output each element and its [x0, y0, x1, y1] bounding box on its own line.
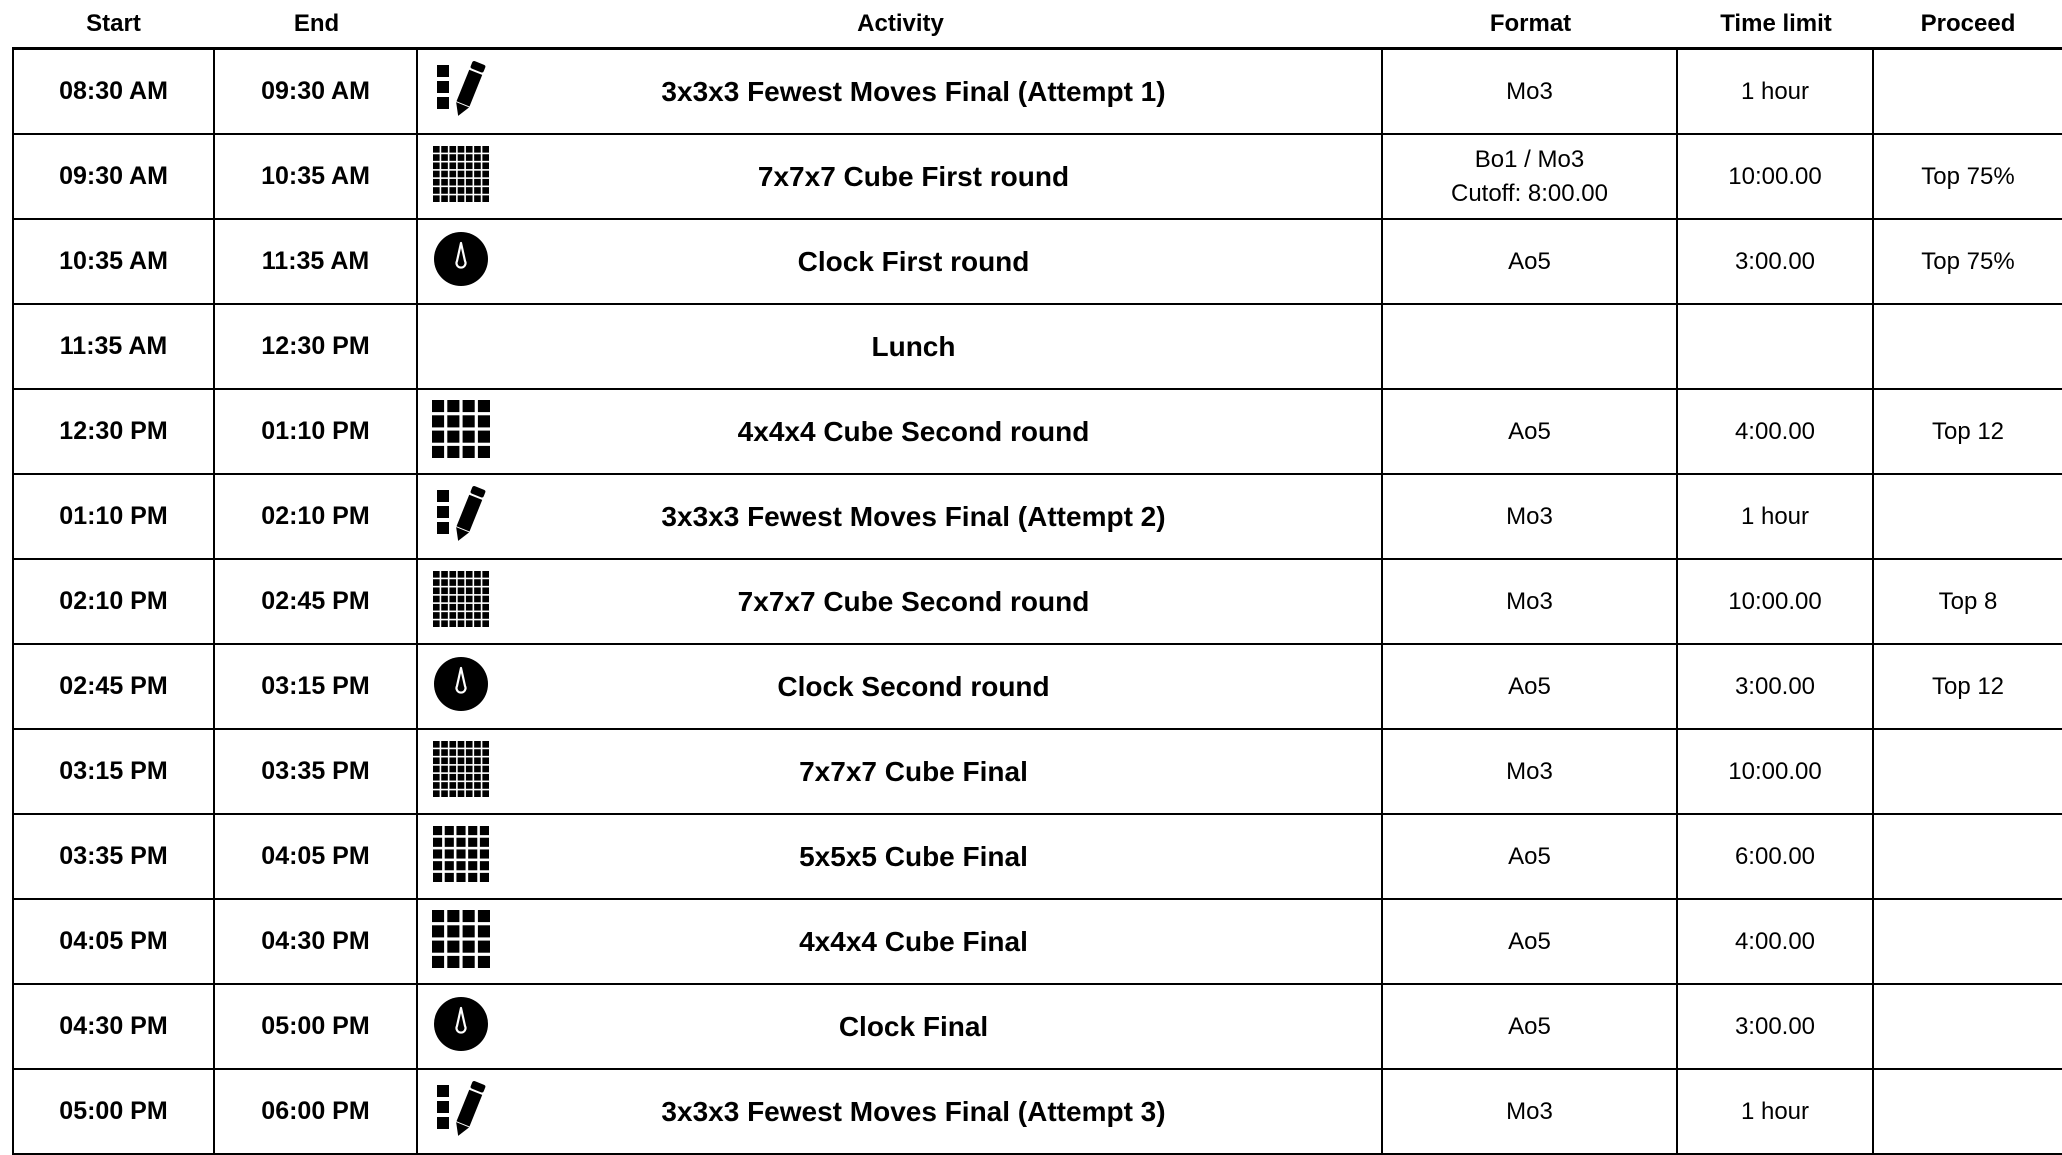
- end-time: 03:15 PM: [261, 672, 370, 700]
- start-time: 08:30 AM: [59, 77, 168, 105]
- proceed-value: Top 12: [1931, 672, 2005, 700]
- activity-cell: [418, 135, 1383, 218]
- start-cell: [14, 475, 215, 558]
- proceed-cell: [1874, 305, 2062, 388]
- proceed-cell: [1874, 815, 2062, 898]
- activity-name: 7x7x7 Cube Second round: [737, 585, 1090, 617]
- time-limit-cell: [1678, 730, 1874, 813]
- start-cell: [14, 1070, 215, 1153]
- end-cell: [215, 475, 418, 558]
- time-limit-cell: [1678, 560, 1874, 643]
- time-limit-value: 3:00.00: [1734, 1012, 1816, 1040]
- start-cell: [14, 815, 215, 898]
- table-row: [12, 220, 2062, 305]
- cube-7x7-icon: [430, 143, 492, 205]
- format-value: Mo3: [1506, 77, 1553, 105]
- format-value: Bo1 / Mo3: [1474, 145, 1585, 173]
- end-time: 02:10 PM: [261, 502, 370, 530]
- proceed-cell: [1874, 135, 2062, 218]
- end-cell: [215, 645, 418, 728]
- time-limit-value: 6:00.00: [1734, 842, 1816, 870]
- table-row: [12, 50, 2062, 135]
- end-time: 03:35 PM: [261, 757, 370, 785]
- table-row: [12, 730, 2062, 815]
- cube-4x4-icon: [430, 908, 492, 970]
- end-time: 04:05 PM: [261, 842, 370, 870]
- table-row: [12, 560, 2062, 645]
- format-value: Ao5: [1508, 417, 1551, 445]
- clock-icon: [430, 228, 492, 290]
- start-time: 01:10 PM: [59, 502, 168, 530]
- start-cell: [14, 560, 215, 643]
- time-limit-value: 3:00.00: [1734, 247, 1816, 275]
- table-header: [12, 0, 2062, 50]
- table-row: [12, 390, 2062, 475]
- cube-7x7-icon: [430, 738, 492, 800]
- activity-name: Lunch: [871, 330, 956, 362]
- start-time: 02:10 PM: [59, 587, 168, 615]
- activity-cell: [418, 985, 1383, 1068]
- proceed-value: Top 12: [1931, 417, 2005, 445]
- time-limit-cell: [1678, 305, 1874, 388]
- start-time: 09:30 AM: [59, 162, 168, 190]
- end-cell: [215, 730, 418, 813]
- table-row: [12, 475, 2062, 560]
- end-cell: [215, 135, 418, 218]
- end-time: 05:00 PM: [261, 1012, 370, 1040]
- format-cell: [1383, 730, 1678, 813]
- header-activity: Activity: [857, 9, 944, 37]
- start-cell: [14, 50, 215, 133]
- time-limit-value: 10:00.00: [1728, 162, 1822, 190]
- proceed-cell: [1874, 645, 2062, 728]
- time-limit-cell: [1678, 390, 1874, 473]
- time-limit-cell: [1678, 900, 1874, 983]
- activity-name: Clock Second round: [777, 670, 1050, 702]
- end-time: 10:35 AM: [261, 162, 370, 190]
- end-cell: [215, 900, 418, 983]
- end-time: 01:10 PM: [261, 417, 370, 445]
- activity-name: 7x7x7 Cube First round: [757, 160, 1070, 192]
- proceed-cell: [1874, 390, 2062, 473]
- end-cell: [215, 985, 418, 1068]
- clock-icon: [430, 993, 492, 1055]
- table-row: [12, 1070, 2062, 1155]
- format-cell: [1383, 50, 1678, 133]
- header-proceed: Proceed: [1920, 9, 2016, 37]
- format-value: Mo3: [1506, 502, 1553, 530]
- start-cell: [14, 730, 215, 813]
- clock-icon: [430, 653, 492, 715]
- proceed-value: Top 8: [1938, 587, 1998, 615]
- activity-cell: [418, 305, 1383, 388]
- time-limit-value: 1 hour: [1740, 77, 1810, 105]
- activity-cell: [418, 1070, 1383, 1153]
- activity-name: 4x4x4 Cube Final: [799, 925, 1028, 957]
- start-time: 10:35 AM: [59, 247, 168, 275]
- end-time: 12:30 PM: [261, 332, 370, 360]
- activity-cell: [418, 730, 1383, 813]
- start-cell: [14, 305, 215, 388]
- activity-name: 4x4x4 Cube Second round: [737, 415, 1090, 447]
- time-limit-cell: [1678, 475, 1874, 558]
- time-limit-cell: [1678, 135, 1874, 218]
- header-format: Format: [1489, 9, 1572, 37]
- start-cell: [14, 390, 215, 473]
- proceed-cell: [1874, 50, 2062, 133]
- end-time: 02:45 PM: [261, 587, 370, 615]
- activity-cell: [418, 560, 1383, 643]
- time-limit-value: 1 hour: [1740, 1097, 1810, 1125]
- activity-name: Clock Final: [838, 1010, 989, 1042]
- table-row: [12, 305, 2062, 390]
- start-cell: [14, 135, 215, 218]
- proceed-cell: [1874, 985, 2062, 1068]
- proceed-cell: [1874, 900, 2062, 983]
- end-cell: [215, 560, 418, 643]
- start-time: 04:05 PM: [59, 927, 168, 955]
- format-cell: [1383, 985, 1678, 1068]
- activity-name: 5x5x5 Cube Final: [799, 840, 1028, 872]
- header-end: End: [293, 9, 340, 37]
- header-start: Start: [86, 9, 141, 37]
- fewest-moves-icon: [430, 1078, 492, 1140]
- cube-5x5-icon: [430, 823, 492, 885]
- time-limit-value: 4:00.00: [1734, 927, 1816, 955]
- start-cell: [14, 985, 215, 1068]
- end-time: 11:35 AM: [261, 247, 370, 275]
- activity-name: Clock First round: [797, 245, 1030, 277]
- schedule-table: [12, 0, 2062, 1155]
- end-time: 09:30 AM: [261, 77, 370, 105]
- table-row: [12, 645, 2062, 730]
- cube-4x4-icon: [430, 398, 492, 460]
- format-cutoff: Cutoff: 8:00.00: [1450, 179, 1608, 207]
- time-limit-value: 10:00.00: [1728, 757, 1822, 785]
- start-cell: [14, 900, 215, 983]
- proceed-cell: [1874, 1070, 2062, 1153]
- format-value: Ao5: [1508, 247, 1551, 275]
- activity-name: 3x3x3 Fewest Moves Final (Attempt 1): [661, 75, 1166, 107]
- time-limit-cell: [1678, 985, 1874, 1068]
- header-time-limit: Time limit: [1720, 9, 1832, 37]
- activity-cell: [418, 475, 1383, 558]
- table-body: [12, 50, 2062, 1155]
- activity-cell: [418, 815, 1383, 898]
- format-value: Ao5: [1508, 672, 1551, 700]
- start-time: 03:35 PM: [59, 842, 168, 870]
- end-cell: [215, 220, 418, 303]
- proceed-value: Top 75%: [1921, 247, 2015, 275]
- start-time: 02:45 PM: [59, 672, 168, 700]
- format-cell: [1383, 645, 1678, 728]
- fewest-moves-icon: [430, 483, 492, 545]
- time-limit-value: 3:00.00: [1734, 672, 1816, 700]
- format-cell: [1383, 220, 1678, 303]
- format-value: Ao5: [1508, 927, 1551, 955]
- time-limit-cell: [1678, 50, 1874, 133]
- activity-name: 7x7x7 Cube Final: [799, 755, 1028, 787]
- time-limit-cell: [1678, 815, 1874, 898]
- activity-cell: [418, 900, 1383, 983]
- time-limit-value: 1 hour: [1740, 502, 1810, 530]
- proceed-cell: [1874, 560, 2062, 643]
- time-limit-cell: [1678, 220, 1874, 303]
- table-row: [12, 985, 2062, 1070]
- fewest-moves-icon: [430, 58, 492, 120]
- start-time: 04:30 PM: [59, 1012, 168, 1040]
- format-cell: [1383, 560, 1678, 643]
- activity-name: 3x3x3 Fewest Moves Final (Attempt 2): [661, 500, 1166, 532]
- proceed-cell: [1874, 475, 2062, 558]
- time-limit-value: 4:00.00: [1734, 417, 1816, 445]
- format-cell: [1383, 305, 1678, 388]
- format-cell: [1383, 900, 1678, 983]
- start-cell: [14, 645, 215, 728]
- activity-cell: [418, 390, 1383, 473]
- end-cell: [215, 50, 418, 133]
- proceed-cell: [1874, 730, 2062, 813]
- format-cell: [1383, 475, 1678, 558]
- activity-cell: [418, 220, 1383, 303]
- proceed-value: Top 75%: [1921, 162, 2015, 190]
- table-row: [12, 815, 2062, 900]
- start-time: 05:00 PM: [59, 1097, 168, 1125]
- activity-name: 3x3x3 Fewest Moves Final (Attempt 3): [661, 1095, 1166, 1127]
- end-cell: [215, 390, 418, 473]
- format-value: Mo3: [1506, 587, 1553, 615]
- end-cell: [215, 305, 418, 388]
- table-row: [12, 135, 2062, 220]
- end-time: 04:30 PM: [261, 927, 370, 955]
- format-cell: [1383, 135, 1678, 218]
- proceed-cell: [1874, 220, 2062, 303]
- start-time: 03:15 PM: [59, 757, 168, 785]
- end-cell: [215, 815, 418, 898]
- table-row: [12, 900, 2062, 985]
- format-cell: [1383, 390, 1678, 473]
- format-cell: [1383, 1070, 1678, 1153]
- format-cell: [1383, 815, 1678, 898]
- time-limit-cell: [1678, 1070, 1874, 1153]
- format-value: Mo3: [1506, 757, 1553, 785]
- cube-7x7-icon: [430, 568, 492, 630]
- start-cell: [14, 220, 215, 303]
- format-value: Mo3: [1506, 1097, 1553, 1125]
- start-time: 11:35 AM: [59, 332, 168, 360]
- activity-cell: [418, 645, 1383, 728]
- format-value: Ao5: [1508, 842, 1551, 870]
- end-cell: [215, 1070, 418, 1153]
- format-value: Ao5: [1508, 1012, 1551, 1040]
- activity-cell: [418, 50, 1383, 133]
- end-time: 06:00 PM: [261, 1097, 370, 1125]
- start-time: 12:30 PM: [59, 417, 168, 445]
- time-limit-value: 10:00.00: [1728, 587, 1822, 615]
- time-limit-cell: [1678, 645, 1874, 728]
